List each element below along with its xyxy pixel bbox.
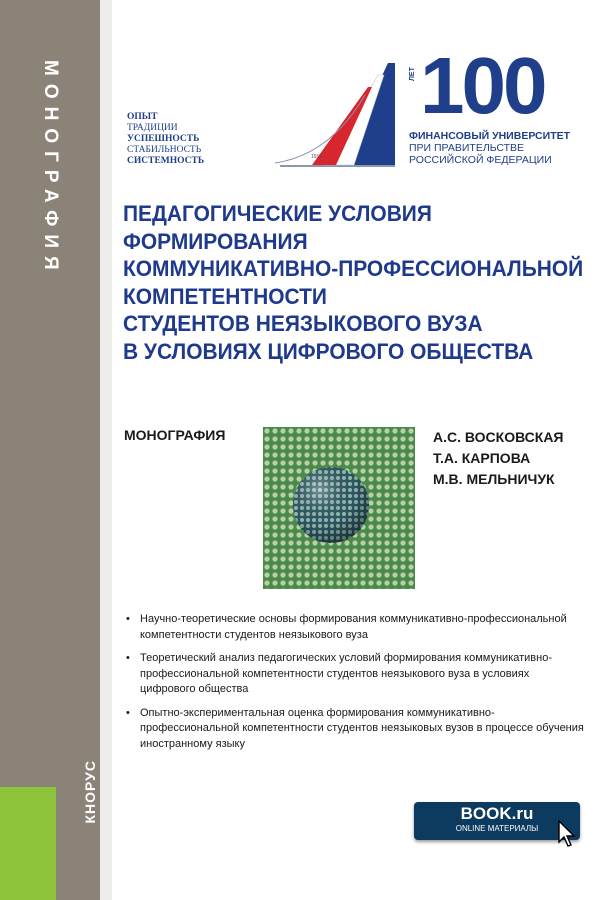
university-name (409, 130, 570, 166)
cursor-icon (558, 820, 576, 848)
title-line: В УСЛОВИЯХ ЦИФРОВОГО ОБЩЕСТВА (123, 338, 534, 364)
motto-line: ТРАДИЦИИ (127, 123, 178, 133)
cover-artwork (263, 427, 415, 589)
bullet-item: • Научно-теоретические основы формирования коммуникативно-профессиональной компетентности студентов неязыкового вуза (126, 612, 586, 643)
genre-label: МОНОГРАФИЯ (124, 427, 226, 443)
motto-line: СТАБИЛЬНОСТЬ (127, 145, 202, 155)
university-name-line: ФИНАНСОВЫЙ УНИВЕРСИТЕТ (409, 130, 571, 142)
university-logo-icon (270, 55, 410, 170)
publisher-name: КНОРУС (82, 760, 98, 824)
author-name: М.В. МЕЛЬНИЧУК (433, 471, 555, 487)
motto (127, 112, 204, 167)
bullet-item: • Опытно-экспериментальная оценка формирования коммуникативно-профессиональной компетентности студентов неязыковых вузов в процессе обучения иностранному языку (126, 706, 586, 753)
book-title (123, 200, 584, 365)
spine-strip (100, 0, 112, 900)
bullet-item: • Теоретический анализ педагогических условий формирования коммуникативно-профессиональной компетентности студентов неязыкового вуза в условиях цифрового общества (126, 651, 586, 698)
motto-line: УСПЕШНОСТЬ (127, 134, 200, 144)
motto-line: ОПЫТ (127, 112, 158, 122)
motto-line: СИСТЕМНОСТЬ (127, 156, 205, 166)
title-line: ФОРМИРОВАНИЯ (123, 228, 308, 254)
title-line: ПЕДАГОГИЧЕСКИЕ УСЛОВИЯ (123, 201, 432, 226)
university-name-line: РОССИЙСКОЙ ФЕДЕРАЦИИ (409, 154, 552, 166)
title-line: КОМПЕТЕНТНОСТИ (123, 283, 327, 309)
book-ru-button[interactable] (414, 802, 580, 840)
book-ru-label: BOOK.ru (460, 804, 534, 823)
author-name: А.С. ВОСКОВСКАЯ (433, 429, 564, 445)
title-line: КОММУНИКАТИВНО-ПРОФЕССИОНАЛЬНОЙ (123, 256, 584, 281)
spine-green-block (0, 787, 56, 900)
book-ru-sublabel: ONLINE МАТЕРИАЛЫ (455, 824, 539, 833)
bullet-list (126, 612, 586, 760)
authors (433, 427, 564, 490)
title-line: СТУДЕНТОВ НЕЯЗЫКОВОГО ВУЗА (123, 311, 483, 336)
university-name-line: ПРИ ПРАВИТЕЛЬСТВЕ (409, 142, 525, 154)
logo-label: ЛЕТ (409, 67, 416, 82)
author-name: Т.А. КАРПОВА (433, 450, 531, 466)
logo-number: 100 (420, 41, 545, 130)
spine-title: МОНОГРАФИЯ (40, 60, 61, 278)
logo-year: 1919 (311, 154, 323, 160)
